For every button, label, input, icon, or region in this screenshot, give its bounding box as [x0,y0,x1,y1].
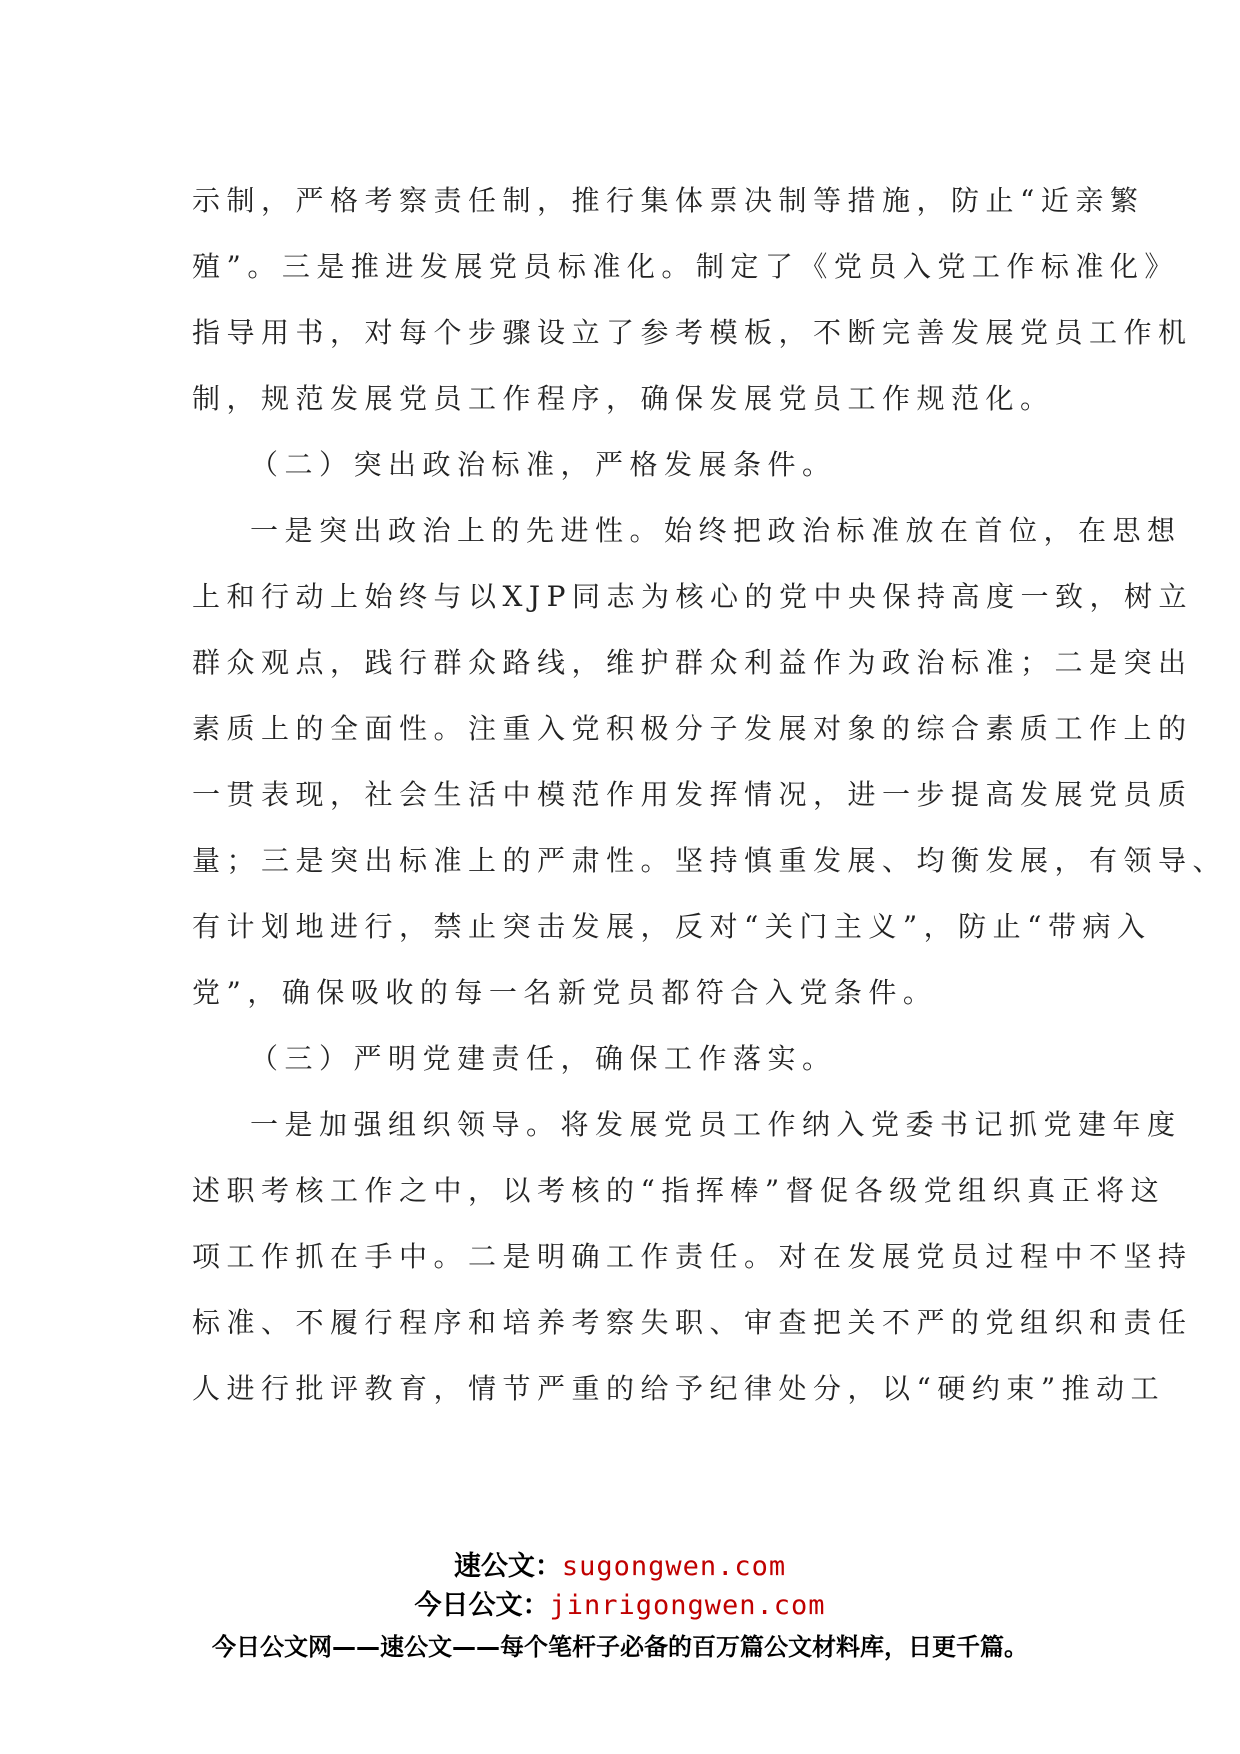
document-body [192,168,1228,1422]
footer-line-jinrigongwen [0,1583,1240,1622]
body-line: 上和行动上始终与以XJP同志为核心的党中央保持高度一致，树立 [192,580,1194,613]
body-line: 一是加强组织领导。将发展党员工作纳入党委书记抓党建年度 [250,1108,1182,1141]
footer-link-sugongwen[interactable]: sugongwen.com [561,1551,787,1582]
body-line: 素质上的全面性。注重入党积极分子发展对象的综合素质工作上的 [192,712,1193,745]
body-line: 有计划地进行，禁止突击发展，反对“关门主义”，防止“带病入 [192,910,1152,943]
body-line: 群众观点，践行群众路线，维护群众利益作为政治标准；二是突出 [192,646,1193,679]
body-line: 殖”。三是推进发展党员标准化。制定了《党员入党工作标准化》 [192,250,1179,283]
footer-link-jinrigongwen[interactable]: jinrigongwen.com [549,1590,826,1621]
body-line: 示制，严格考察责任制，推行集体票决制等措施，防止“近亲繁 [192,184,1145,217]
body-line: 制，规范发展党员工作程序，确保发展党员工作规范化。 [192,382,1055,415]
footer-label-jinrigongwen: 今日公文： [414,1590,550,1621]
body-line: 一贯表现，社会生活中模范作用发挥情况，进一步提高发展党员质 [192,778,1193,811]
body-line: 量；三是突出标准上的严肃性。坚持慎重发展、均衡发展，有领导、 [192,844,1228,877]
body-line: 指导用书，对每个步骤设立了参考模板，不断完善发展党员工作机 [192,316,1193,349]
body-line: 一是突出政治上的先进性。始终把政治标准放在首位，在思想 [250,514,1182,547]
body-line: 项工作抓在手中。二是明确工作责任。对在发展党员过程中不坚持 [192,1240,1193,1273]
footer-label-sugongwen: 速公文： [453,1551,562,1582]
body-line: 党”，确保吸收的每一名新党员都符合入党条件。 [192,976,938,1009]
body-line: 标准、不履行程序和培养考察失职、审查把关不严的党组织和责任 [192,1306,1193,1339]
body-line: 人进行批评教育，情节严重的给予纪律处分，以“硬约束”推动工 [192,1372,1166,1405]
footer-tagline: 今日公文网——速公文——每个笔杆子必备的百万篇公文材料库，日更千篇。 [212,1633,1028,1661]
body-line: 述职考核工作之中，以考核的“指挥棒”督促各级党组织真正将这 [192,1174,1166,1207]
section-heading-3: （三）严明党建责任，确保工作落实。 [250,1042,837,1075]
footer-line-sugongwen [0,1544,1240,1583]
section-heading-2: （二）突出政治标准，严格发展条件。 [250,448,837,481]
